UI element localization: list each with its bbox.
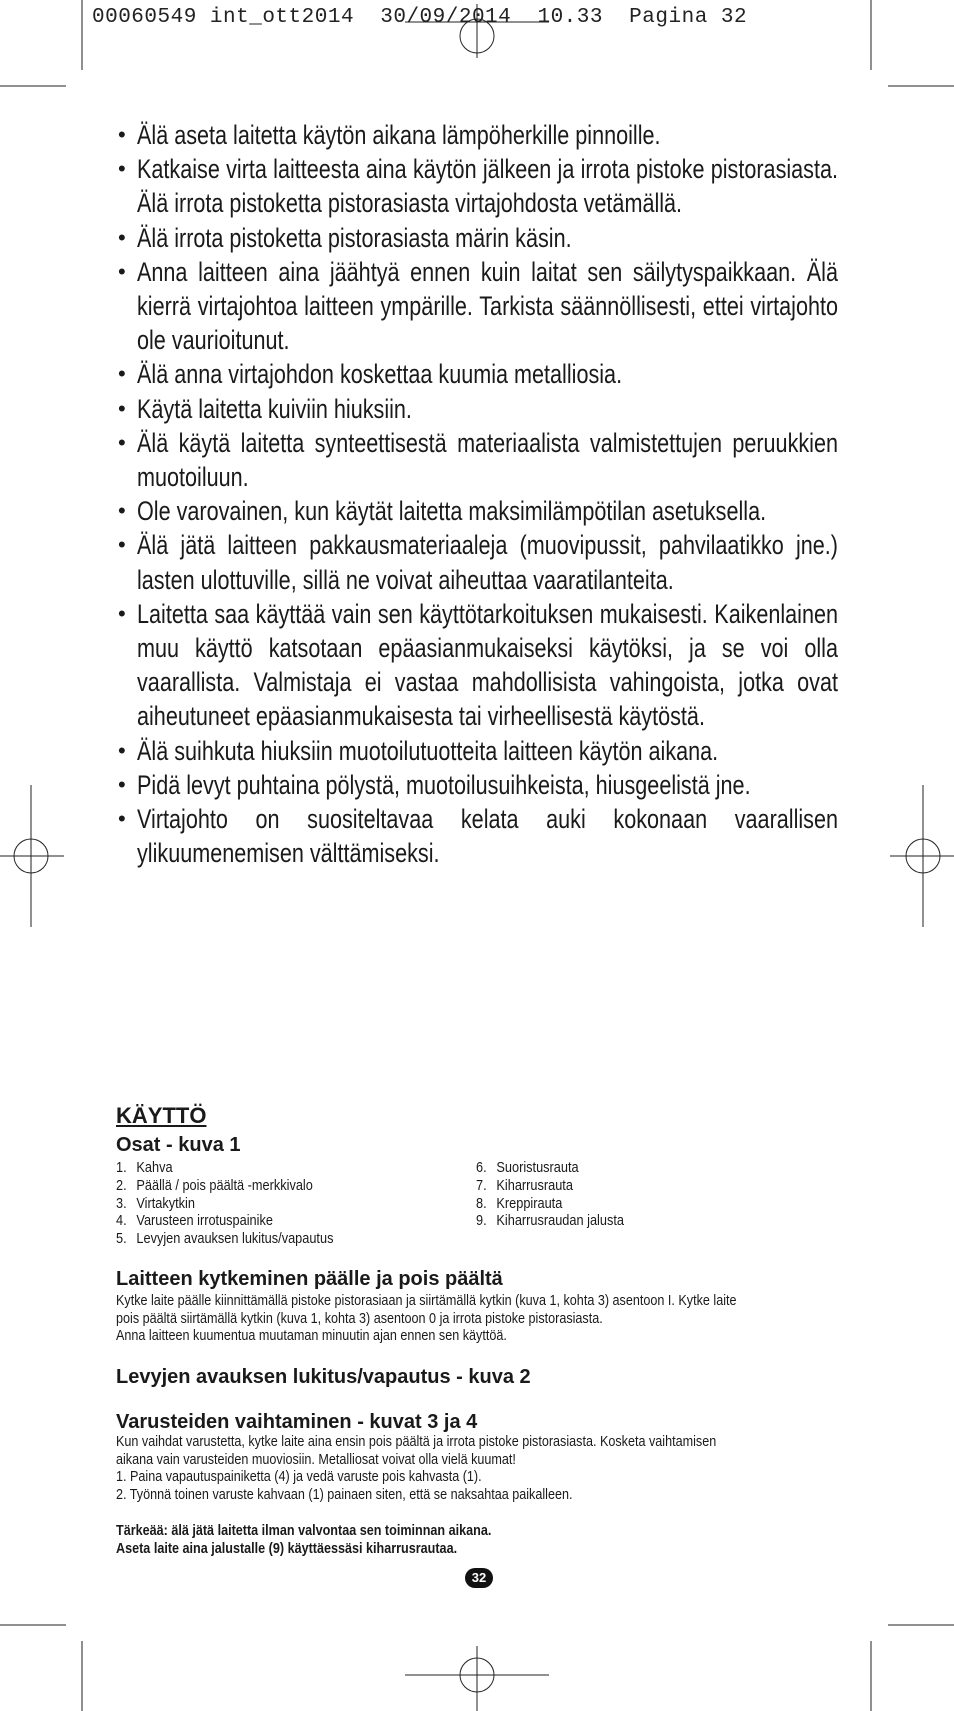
safety-bullet: • Katkaise virta laitteesta aina käytön jälkeen ja irrota pistoke pistorasiasta. Älä irrota pistoketta pistorasiasta virtajohdosta vetämällä. — [118, 154, 838, 219]
page-number-badge: 32 — [465, 1568, 493, 1588]
safety-instructions-list — [116, 118, 838, 870]
safety-bullet: • Virtajohto on suositeltavaa kelata auki kokonaan vaarallisen ylikuumenemisen välttämiseksi. — [118, 804, 838, 869]
part-item: 8. Kreppirauta — [476, 1194, 563, 1212]
body-line: Kun vaihdat varustetta, kytke laite aina ensin pois päältä ja irrota pistoke pistorasiasta. Kosketa vaihtamisen — [116, 1433, 717, 1450]
part-item: 9. Kiharrusraudan jalusta — [476, 1212, 624, 1230]
parts-list-left — [116, 1159, 372, 1248]
change-instructions — [116, 1433, 822, 1503]
safety-bullet: • Älä anna virtajohdon koskettaa kuumia metalliosia. — [118, 359, 623, 390]
part-item: 6. Suoristusrauta — [476, 1159, 579, 1176]
body-line: 1. Paina vapautuspainiketta (4) ja vedä varuste pois kahvasta (1). — [116, 1468, 482, 1486]
part-item: 4. Varusteen irrotuspainike — [116, 1212, 273, 1230]
part-item: 5. Levyjen avauksen lukitus/vapautus — [116, 1230, 334, 1248]
safety-bullet: • Älä suihkuta hiuksiin muotoilutuotteita laitteen käytön aikana. — [118, 735, 719, 766]
safety-bullet: • Käytä laitetta kuiviin hiuksiin. — [118, 393, 412, 424]
parts-list-right — [476, 1159, 650, 1230]
part-item: 1. Kahva — [116, 1159, 173, 1176]
safety-bullet: • Älä irrota pistoketta pistorasiasta märin käsin. — [118, 222, 572, 253]
power-instructions — [116, 1292, 822, 1345]
safety-bullet: • Älä jätä laitteen pakkausmateriaaleja (muovipussit, pahvilaatikko jne.) lasten ulottuville, sillä ne voivat aiheuttaa vaaratilanteita. — [118, 530, 838, 595]
safety-bullet: • Pidä levyt puhtaina pölystä, muotoilusuihkeista, hiusgeelistä jne. — [118, 769, 751, 800]
body-line: Kytke laite päälle kiinnittämällä pistoke pistorasiaan ja siirtämällä kytkin (kuva 1, kohta 3) asentoon I. Kytke laite — [116, 1292, 737, 1309]
safety-bullet: • Ole varovainen, kun käytät laitetta maksimilämpötilan asetuksella. — [118, 496, 767, 527]
parts-title: Osat - kuva 1 — [116, 1134, 241, 1156]
important-note — [116, 1522, 704, 1557]
safety-bullet: • Älä käytä laitetta synteettisestä materiaalista valmistettujen peruukkien muotoiluun. — [118, 427, 838, 493]
part-item: 3. Virtakytkin — [116, 1194, 195, 1212]
body-line: 2. Työnnä toinen varuste kahvaan (1) painaen siten, että se naksahtaa paikalleen. — [116, 1485, 573, 1503]
lock-section-title: Levyjen avauksen lukitus/vapautus - kuva 2 — [116, 1366, 531, 1388]
safety-bullet: • Älä aseta laitetta käytön aikana lämpöherkille pinnoille. — [118, 120, 661, 150]
safety-bullet: • Anna laitteen aina jäähtyä ennen kuin laitat sen säilytyspaikkaan. Älä kierrä virtajohtoa laitteen ympärille. Tarkista säännöllisesti, ettei virtajohto ole vaurioitunut. — [118, 256, 838, 356]
body-line: aikana vain varusteiden muoviosiin. Metalliosat voivat olla vielä kuumat! — [116, 1450, 516, 1468]
power-section-title: Laitteen kytkeminen päälle ja pois päältä — [116, 1268, 503, 1290]
body-line: pois päältä siirtämällä kytkin (kuva 1, kohta 3) asentoon 0 ja irrota pistoke pistorasiasta. — [116, 1309, 603, 1327]
body-line: Anna laitteen kuumentua muutaman minuutin ajan ennen sen käyttöä. — [116, 1327, 507, 1345]
note-line: Tärkeää: älä jätä laitetta ilman valvontaa sen toiminnan aikana. — [116, 1522, 492, 1539]
usage-section-title: KÄYTTÖ — [116, 1103, 207, 1128]
note-line: Aseta laite aina jalustalle (9) käyttäessäsi kiharrusrautaa. — [116, 1539, 458, 1557]
change-section-title: Varusteiden vaihtaminen - kuvat 3 ja 4 — [116, 1411, 478, 1433]
part-item: 2. Päällä / pois päältä -merkkivalo — [116, 1176, 313, 1194]
safety-bullet: • Laitetta saa käyttää vain sen käyttötarkoituksen mukaisesti. Kaikenlainen muu käyttö katsotaan epäasianmukaiseksi käytöksi, ja se voi olla vaarallista. Valmistaja ei vastaa mahdollisista vahingoista, jotka ovat aiheutuneet epäasianmukaisesta tai virheellisestä käytöstä. — [118, 598, 838, 732]
print-slug-header: 00060549 int_ott2014 30/09/2014 10.33 Pagina 32 — [92, 6, 748, 29]
part-item: 7. Kiharrusrauta — [476, 1176, 573, 1194]
